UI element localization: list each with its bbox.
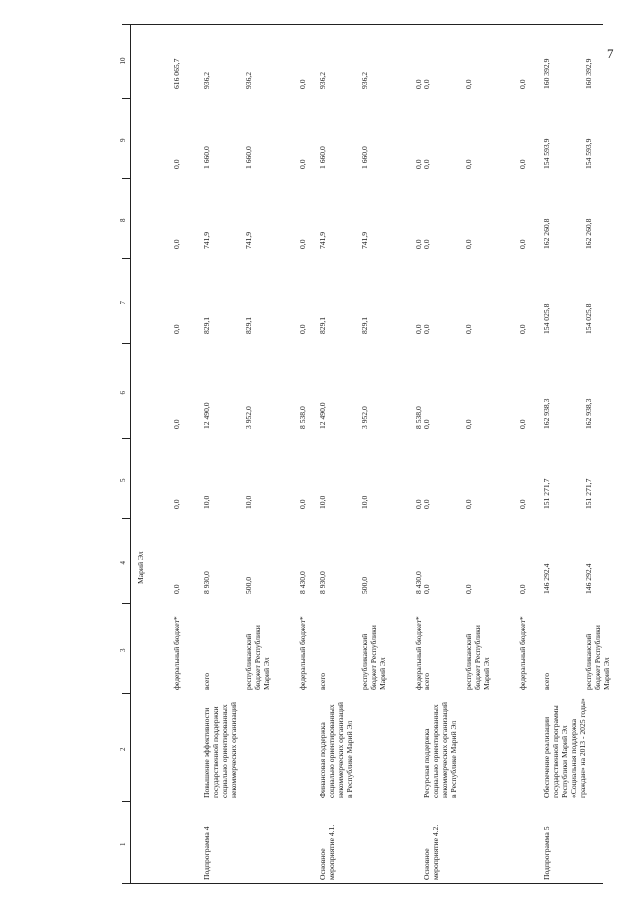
value-cell: 3 952,0 — [360, 406, 369, 429]
value-cell: 0,0 — [422, 584, 431, 594]
budget-source: всего — [422, 672, 431, 690]
header-col-7: 7 — [119, 301, 127, 305]
value-cell: 0,0 — [298, 159, 307, 169]
value-cell: 0,0 — [464, 419, 473, 429]
value-cell: 936,2 — [360, 71, 369, 89]
header-row — [119, 24, 131, 884]
value-cell: 0,0 — [414, 159, 423, 169]
value-cell: 0,0 — [298, 239, 307, 249]
value-cell: 936,2 — [202, 71, 211, 89]
row-description: Обеспечение реализации государственной программы Республики Марий Эл «Социальная поддержка граждан» на 2013 - 2025 годы» — [542, 698, 587, 798]
value-cell: 10,0 — [244, 495, 253, 509]
row-label: Подпрограмма 4 — [202, 826, 211, 880]
column-divider — [122, 178, 130, 179]
header-col-6: 6 — [119, 391, 127, 395]
value-cell: 741,9 — [202, 231, 211, 249]
value-cell: 0,0 — [298, 79, 307, 89]
value-cell: 741,9 — [244, 231, 253, 249]
value-cell: 829,1 — [202, 316, 211, 334]
row-description: Ресурсная поддержка социально ориентированных некоммерческих организаций в Республике Марий Эл — [422, 702, 458, 798]
value-cell: 0,0 — [422, 324, 431, 334]
value-cell: 829,1 — [244, 316, 253, 334]
value-cell: 162 938,3 — [584, 398, 593, 429]
value-cell: 0,0 — [414, 324, 423, 334]
value-cell: 162 260,8 — [584, 218, 593, 249]
value-cell: 0,0 — [414, 239, 423, 249]
header-col-9: 9 — [119, 138, 127, 142]
value-cell: 936,2 — [244, 71, 253, 89]
value-cell: 0,0 — [518, 419, 527, 429]
value-cell: 8 430,0 — [414, 571, 423, 594]
value-cell: 0,0 — [422, 159, 431, 169]
value-cell: 8 538,0 — [298, 406, 307, 429]
value-cell: 10,0 — [360, 495, 369, 509]
column-divider — [122, 518, 130, 519]
value-cell: 0,0 — [464, 499, 473, 509]
value-cell: 829,1 — [318, 316, 327, 334]
header-col-10: 10 — [119, 57, 127, 65]
header-col-2: 2 — [119, 747, 127, 751]
value-cell: 0,0 — [298, 324, 307, 334]
value-cell: 12 490,0 — [202, 402, 211, 429]
value-cell: 0,0 — [464, 324, 473, 334]
column-divider — [122, 258, 130, 259]
page-number: 7 — [607, 46, 614, 61]
value-cell: 0,0 — [298, 499, 307, 509]
value-cell: 0,0 — [172, 419, 181, 429]
budget-source: федеральный бюджет* — [414, 616, 423, 690]
header-col-4: 4 — [119, 561, 127, 565]
column-divider — [122, 98, 130, 99]
value-cell: 160 392,9 — [542, 58, 551, 89]
value-cell: 0,0 — [172, 239, 181, 249]
value-cell: 151 271,7 — [542, 478, 551, 509]
value-cell: 0,0 — [464, 239, 473, 249]
value-cell: 10,0 — [202, 495, 211, 509]
value-cell: 8 930,0 — [202, 571, 211, 594]
row-label: Основное мероприятие 4.1. — [318, 824, 336, 880]
value-cell: 0,0 — [422, 79, 431, 89]
value-cell: 0,0 — [172, 584, 181, 594]
header-col-1: 1 — [119, 842, 127, 846]
value-cell: 616 065,7 — [172, 58, 181, 89]
intro-col3: Марий Эл — [136, 551, 145, 584]
value-cell: 0,0 — [422, 419, 431, 429]
value-cell: 500,0 — [360, 576, 369, 594]
column-divider — [122, 438, 130, 439]
value-cell: 154 593,9 — [584, 138, 593, 169]
value-cell: 8 538,0 — [414, 406, 423, 429]
value-cell: 0,0 — [464, 79, 473, 89]
value-cell: 154 025,8 — [542, 303, 551, 334]
budget-source: федеральный бюджет* — [298, 616, 307, 690]
budget-source: республиканский бюджет Республики Марий Эл — [464, 625, 491, 690]
budget-source: федеральный бюджет* — [172, 616, 181, 690]
column-divider — [122, 693, 130, 694]
value-cell: 146 292,4 — [584, 563, 593, 594]
value-cell: 162 938,3 — [542, 398, 551, 429]
value-cell: 0,0 — [172, 324, 181, 334]
value-cell: 0,0 — [422, 239, 431, 249]
column-divider — [122, 801, 130, 802]
header-col-8: 8 — [119, 218, 127, 222]
value-cell: 1 660,0 — [244, 146, 253, 169]
value-cell: 500,0 — [244, 576, 253, 594]
budget-table — [119, 24, 611, 884]
column-divider — [122, 603, 130, 604]
value-cell: 154 025,8 — [584, 303, 593, 334]
value-cell: 829,1 — [360, 316, 369, 334]
value-cell: 1 660,0 — [318, 146, 327, 169]
value-cell: 0,0 — [464, 584, 473, 594]
value-cell: 8 930,0 — [318, 571, 327, 594]
budget-source: всего — [542, 672, 551, 690]
value-cell: 154 593,9 — [542, 138, 551, 169]
value-cell: 12 490,0 — [318, 402, 327, 429]
column-divider — [122, 343, 130, 344]
value-cell: 0,0 — [518, 584, 527, 594]
value-cell: 10,0 — [318, 495, 327, 509]
budget-source: всего — [202, 672, 211, 690]
budget-source: федеральный бюджет* — [518, 616, 527, 690]
value-cell: 1 660,0 — [202, 146, 211, 169]
value-cell: 0,0 — [414, 499, 423, 509]
header-col-3: 3 — [119, 648, 127, 652]
budget-source: республиканский бюджет Республики Марий Эл — [244, 625, 271, 690]
value-cell: 0,0 — [518, 239, 527, 249]
value-cell: 1 660,0 — [360, 146, 369, 169]
budget-source: республиканский бюджет Республики Марий Эл — [360, 625, 387, 690]
value-cell: 0,0 — [518, 79, 527, 89]
value-cell: 151 271,7 — [584, 478, 593, 509]
value-cell: 0,0 — [518, 499, 527, 509]
value-cell: 741,9 — [360, 231, 369, 249]
value-cell: 0,0 — [172, 159, 181, 169]
value-cell: 0,0 — [422, 499, 431, 509]
value-cell: 0,0 — [464, 159, 473, 169]
value-cell: 936,2 — [318, 71, 327, 89]
value-cell: 0,0 — [414, 79, 423, 89]
header-col-5: 5 — [119, 478, 127, 482]
row-label: Основное мероприятие 4.2. — [422, 824, 440, 880]
value-cell: 8 430,0 — [298, 571, 307, 594]
row-label: Подпрограмма 5 — [542, 826, 551, 880]
row-description: Финансовая поддержка социально ориентированных некоммерческих организаций в Республике Марий Эл — [318, 702, 354, 798]
value-cell: 146 292,4 — [542, 563, 551, 594]
value-cell: 741,9 — [318, 231, 327, 249]
value-cell: 3 952,0 — [244, 406, 253, 429]
value-cell: 0,0 — [518, 324, 527, 334]
budget-source: республиканский бюджет Республики Марий Эл — [584, 625, 611, 690]
value-cell: 162 260,8 — [542, 218, 551, 249]
value-cell: 0,0 — [518, 159, 527, 169]
row-description: Повышение эффективности государственной поддержки социально ориентированных некоммерческих организаций — [202, 702, 238, 798]
value-cell: 0,0 — [172, 499, 181, 509]
budget-source: всего — [318, 672, 327, 690]
value-cell: 160 392,9 — [584, 58, 593, 89]
